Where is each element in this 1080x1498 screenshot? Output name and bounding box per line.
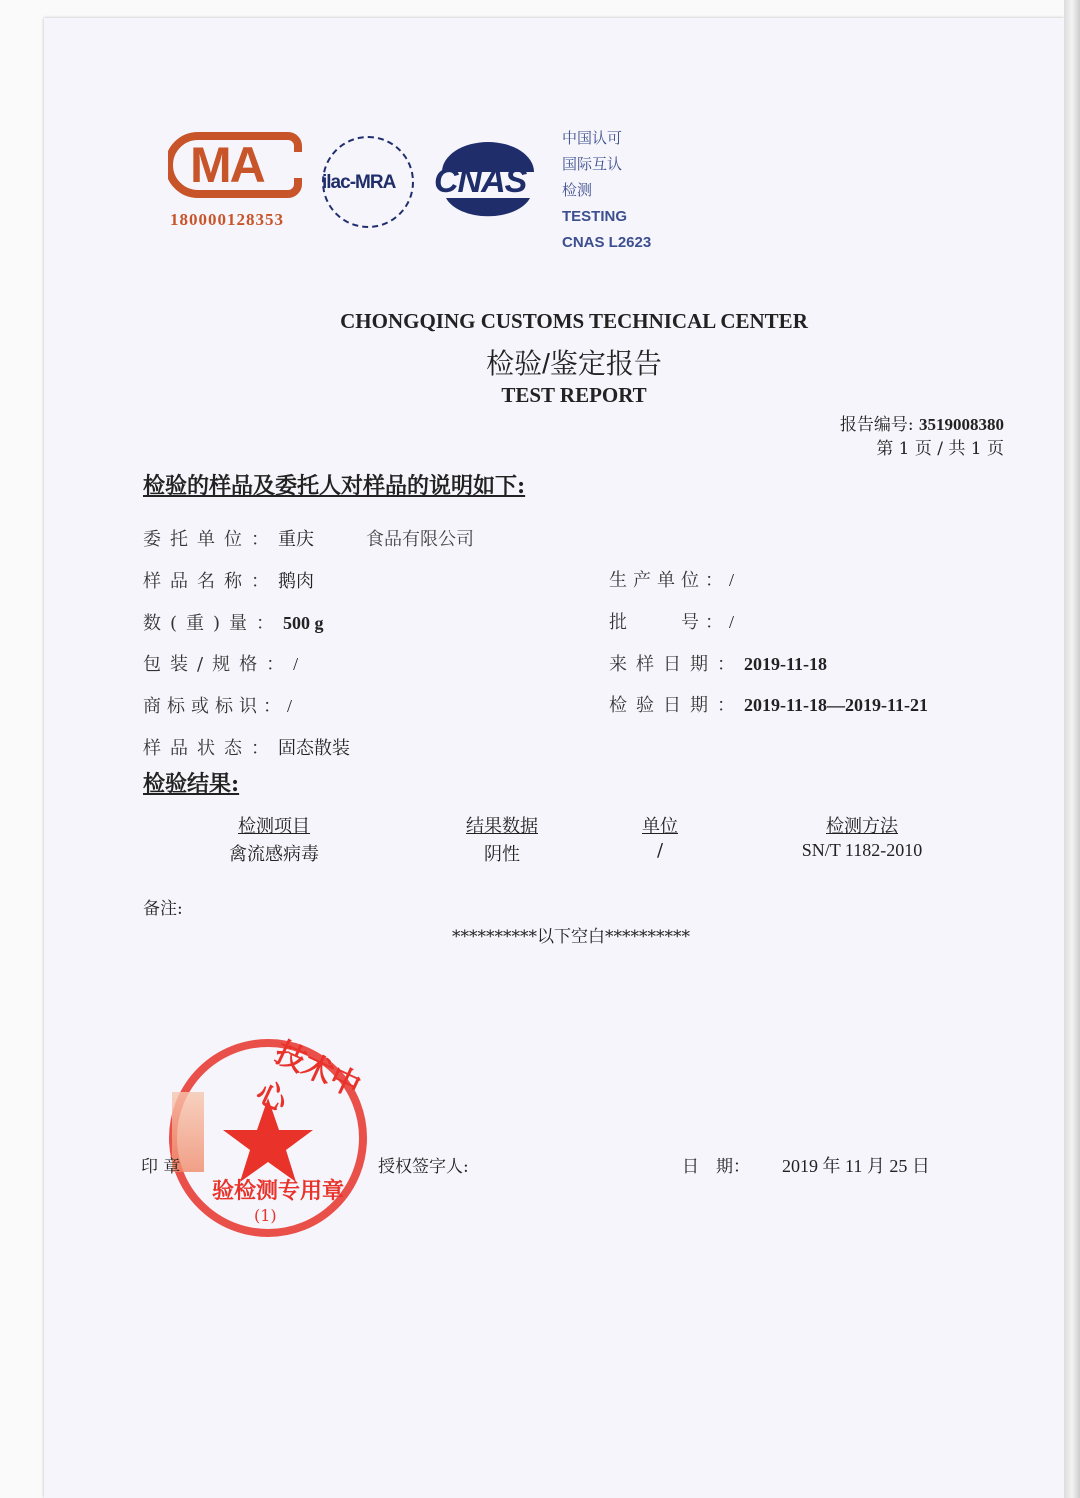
report-number-value: 3519008380 [919,415,1004,434]
field-test-date [609,685,928,727]
date-label: 日 期： [682,1157,750,1177]
field-label: 样品名称： [143,570,278,592]
field-sample-name [143,561,474,603]
field-packaging [143,644,474,686]
field-batch [609,602,928,644]
field-producer [609,560,928,602]
page-edge [1064,0,1080,1498]
stamp-bottom-text: 验检测专用章 [212,1178,345,1204]
field-value: 固态散装 [278,737,350,758]
field-label: 包装/规格： [143,654,294,676]
result-cell-method: SN/T 1182-2010 [801,840,923,860]
blank-marker: **********以下空白********** [452,927,690,947]
ilac-text: ilac-MRA [322,172,396,193]
column-header-item: 检测项目 [238,816,310,837]
result-cell-unit: / [656,840,664,861]
field-value: 鹅肉 [278,570,314,591]
cnas-logo [434,142,542,222]
report-title-cn: 检验/鉴定报告 [486,348,662,379]
sample-fields-left [143,519,474,770]
field-label: 商标或标识： [143,696,287,718]
field-value: 2019-11-18 [744,653,827,674]
field-client [143,519,474,561]
column-header-unit: 单位 [642,816,678,837]
seal-label: 印 章 [141,1157,181,1177]
result-cell-item: 禽流感病毒 [229,844,319,865]
accreditation-line: CNAS L2623 [562,234,652,251]
column-header-result: 结果数据 [466,816,538,837]
accreditation-line: 国际互认 [562,156,623,173]
column-header-method: 检测方法 [826,816,898,837]
field-label: 来样日期： [609,653,744,675]
signatory-label: 授权签字人: [378,1157,469,1177]
cma-logo [168,130,302,200]
cma-text: MA [190,137,264,193]
field-value: 重庆 [278,529,314,549]
stamp-top-text: 技术中心 [250,1034,366,1120]
stamp-number: (1) [254,1206,277,1225]
field-label: 样品状态： [143,737,278,759]
cnas-text: CNAS [434,162,527,200]
organization-name: CHONGQING CUSTOMS TECHNICAL CENTER [340,309,808,333]
field-label: 批 号： [609,611,729,633]
accreditation-line: 中国认可 [562,130,623,147]
report-number [840,410,1004,435]
accreditation-line: TESTING [562,208,628,225]
field-label: 检验日期： [609,695,744,717]
sample-fields-right [609,560,928,727]
accreditation-line: 检测 [562,182,593,199]
field-label: 委托单位： [143,529,278,550]
result-cell-value: 阴性 [484,844,520,865]
report-number-label: 报告编号: [839,415,914,435]
issue-date: 2019 年 11 月 25 日 [782,1156,930,1176]
field-value: / [729,570,735,590]
results-heading: 检验结果: [143,771,240,797]
field-sample-state [143,728,474,770]
official-stamp [166,1036,370,1240]
cma-number: 180000128353 [170,210,284,229]
remarks-label: 备注: [143,899,183,919]
field-value: 食品有限公司 [366,529,474,549]
field-value: / [287,696,293,717]
field-value: 500 g [283,612,324,633]
field-receipt-date [609,644,928,686]
field-trademark [143,686,474,728]
field-value: / [293,654,299,675]
field-label: 数(重)量： [143,612,284,634]
page-info: 第 1 页 / 共 1 页 [876,439,1004,459]
field-value: 2019-11-18—2019-11-21 [744,695,928,716]
sample-section-heading: 检验的样品及委托人对样品的说明如下: [143,473,526,499]
field-quantity [143,603,474,645]
report-title-en: TEST REPORT [501,383,647,407]
accreditation-text [562,126,651,256]
field-label: 生产单位： [609,570,729,591]
ilac-mra-logo [322,136,414,228]
field-value: / [729,611,735,632]
